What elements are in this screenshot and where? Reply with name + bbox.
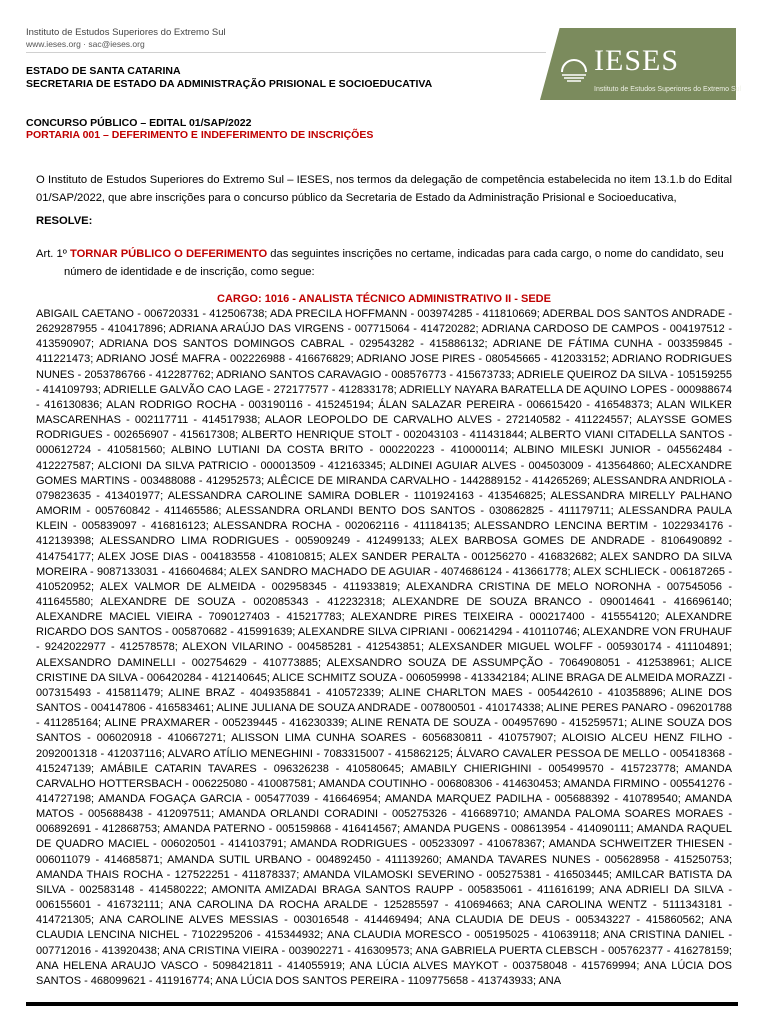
intro-paragraph: O Instituto de Estudos Superiores do Extremo Sul – IESES, nos termos da delegação de competência estabelecida no item 13.1.b do Edital 01/SAP/2022, que abre inscrições para o concurso público da Secretaria de Estado da Administração Prisional e Socioeducativa, [36, 174, 732, 204]
state-title: ESTADO DE SANTA CATARINA [26, 65, 181, 77]
portaria-title: PORTARIA 001 – DEFERIMENTO E INDEFERIMENTO DE INSCRIÇÕES [26, 129, 374, 141]
ieses-emblem-icon [558, 54, 590, 86]
concurso-title: CONCURSO PÚBLICO – EDITAL 01/SAP/2022 [26, 117, 252, 129]
candidate-list: ABIGAIL CAETANO - 006720331 - 412506738; ADA PRECILA HOFFMANN - 003974285 - 411810669; ADERBAL DOS SANTOS ANDRADE - 2629287955 - 410417896; ADRIANA ARAÚJO DAS VIRGENS - 007715064 - 414720282; ADRIANA CARDOSO DE CAMPOS - 004197512 - 413590907; ADRIANA DOS SANTOS DOMINGOS CABRAL - 029543282 - 415886132; ADRIANE DE FÁTIMA CUNHA - 003359845 - 411221473; ADRIANO JOSÉ MAFRA - 002226988 - 416676829; ADRIANO JOSE PIRES - 080545665 - 412033152; ADRIANO RODRIGUES NUNES - 2053786766 - 412287762; ADRIANO SANTOS CARAVAGIO - 008576773 - 415673733; ADRIELE QUEIROZ DA SILVA - 105159255 - 414109793; ADRIELLE GALVÃO CAO LAGE - 272177577 - 412833178; ADRIELLY NAYARA BARATELLA DE AQUINO LOPES - 000988674 - 416130836; ALAN RODRIGO ROCHA - 003190116 - 415245194; ÁLAN SALAZAR PEREIRA - 006615420 - 416548373; ALAN WILKER MASCARENHAS - 002117711 - 414517938; ALAOR LEOPOLDO DE CARVALHO ALVES - 272140582 - 411224557; ALAYSSE GOMES RODRIGUES - 002656907 - 415617308; ALBERTO HENRIQUE STOLT - 002043103 - 411431844; ALBERTO VIANI CITADELLA SANTOS - 000612724 - 410581560; ALBINO LUTIANI DA COSTA BRITO - 000220223 - 410000114; ALBINO MILESKI JUNIOR - 045562484 - 412227587; ALCIONI DA SILVA PATRICIO - 000013509 - 412163345; ALDINEI AGUIAR ALVES - 004503009 - 413564860; ALECXANDRE GOMES MARTINS - 003488088 - 412952573; ALÊCICE DE MIRANDA CARVALHO - 1442889152 - 414265269; ALESSANDRA ANDRIOLA - 079823635 - 413401977; ALESSANDRA CAROLINE SAMIRA DOBLER - 1101924163 - 413546825; ALESSANDRA MIRELLY PALHANO AMORIM - 005760842 - 411465586; ALESSANDRA ORLANDI BENTO DOS SANTOS - 030862825 - 411179711; ALESSANDRA PAULA KLEIN - 005839097 - 416816123; ALESSANDRA ROCHA - 002062116 - 411184135; ALESSANDRO LENCINA BERTIM - 1022934176 - 412139398; ALESSANDRO LIMA RODRIGUES - 005909249 - 412499133; ALEX BARBOSA GOMES DE ANDRADE - 8106490892 - 414754177; ALEX JOSE DIAS - 004183558 - 410810815; ALEX SANDER PERALTA - 001256270 - 416832682; ALEX SANDRO DA SILVA MOREIRA - 9087133031 - 416604684; ALEX SANDRO MACHADO DE AGUIAR - 4074686124 - 413661778; ALEX SCHLIECK - 006187265 - 410520952; ALEX VALMOR DE ALMEIDA - 002958345 - 411933819; ALEXANDRA CRISTINA DE MELO NORONHA - 007545056 - 411645580; ALEXANDRE DE SOUZA - 002085343 - 412232318; ALEXANDRE DE SOUZA BRANCO - 090014641 - 416696140; ALEXANDRE MACIEL VIEIRA - 7090127403 - 415217783; ALEXANDRE PIRES TEIXEIRA - 000217400 - 415554120; ALEXANDRE RICARDO DOS SANTOS - 005870682 - 415991639; ALEXANDRE SILVA CIPRIANI - 006214294 - 410110746; ALEXANDRE VON FRUHAUF - 9242022977 - 412578578; ALEXON VILARINO - 004585281 - 412543851; ALEXSANDER MIGUEL WOLFF - 005930174 - 411104891; ALEXSANDRO DAMINELLI - 002754629 - 410773885; ALEXSANDRO SOUZA DE ASSUMPÇÃO - 7064908051 - 412538961; ALICE CRISTINE DA SILVA - 006420284 - 412140645; ALICE SCHMITZ SOUZA - 006059998 - 413342184; ALINE BRAGA DE ALMEIDA MORAZZI - 007315493 - 415811479; ALINE BRAZ - 4049358841 - 410572339; ALINE CHARLTON MAES - 005442610 - 410358896; ALINE DOS SANTOS - 004147806 - 416583461; ALINE JULIANA DE SOUZA ANDRADE - 007800501 - 410174338; ALINE PERES PANARO - 096201788 - 411285164; ALINE PRAXMARER - 005239445 - 416230339; ALINE RENATA DE SOUZA - 004957690 - 415259571; ALINE SOUZA DOS SANTOS - 006020918 - 410667271; ALISSON LIMA CUNHA SOARES - 6056830811 - 410757907; ALOISIO ALCEU HENZ FILHO - 2092001318 - 412037116; ALVARO ATÍLIO MENEGHINI - 7083315007 - 415862125; ÁLVARO CAVALER PESSOA DE MELLO - 005418368 - 415247139; AMÁBILE CATARIN TAVARES - 096326238 - 410580645; AMABILY CHIERIGHINI - 005499570 - 415723778; AMANDA CARVALHO HOTTERSBACH - 006225080 - 410087581; AMANDA COUTINHO - 006808306 - 414630453; AMANDA FIRMINO - 005541276 - 414727198; AMANDA FOGAÇA GARCIA - 005477039 - 416646954; AMANDA MARQUEZ PADILHA - 005688392 - 410789540; AMANDA MATOS - 005688438 - 412097511; AMANDA ORLANDI CORADINI - 005275326 - 416689710; AMANDA PALOMA SOARES MORAES - 006892691 - 412868753; AMANDA PATERNO - 005159868 - 416414567; AMANDA PUGENS - 008613954 - 414090111; AMANDA RAQUEL DE QUADRO MACIEL - 006020501 - 414103791; AMANDA RODRIGUES - 005233097 - 410678367; AMANDA SCHWEITZER THIESEN - 006011079 - 414685871; AMANDA SUTIL URBANO - 004892450 - 411139260; AMANDA TAVARES NUNES - 005628958 - 415250753; AMANDA THAIS ROCHA - 127522251 - 411878337; AMANDA VILAMOSKI SEVERINO - 005275381 - 416503445; AMILCAR BATISTA DA SILVA - 002583148 - 414580222; AMONITA AMIZADAI BRAGA SANTOS RAUPP - 005835061 - 411616199; ANA ADRIELI DA SILVA - 006155601 - 416732111; ANA CAROLINA DA ROCHA ARALDE - 125285597 - 410694663; ANA CAROLINA WENTZ - 5111343181 - 414721305; ANA CAROLINE ALVES MESSIAS - 003016548 - 414469494; ANA CLAUDIA DE DEUS - 005343227 - 415860562; ANA CLAUDIA LENCINA NICHEL - 7102295206 - 415344932; ANA CLAUDIA MORESCO - 005195025 - 410639118; ANA CRISTINA DANIEL - 007712016 - 413920438; ANA CRISTINA VIEIRA - 003902271 - 416309573; ANA GABRIELA PUERTA CLEBSCH - 005762377 - 416278159; ANA HELENA ARAUJO VASCO - 5098421811 - 414055919; ANA LÚCIA ALVES MAYKOT - 003758048 - 415769994; ANA LÚCIA DOS SANTOS - 468099621 - 411916774; ANA LÚCIA DOS SANTOS PEREIRA - 1109775658 - 413743933; ANA [36, 308, 732, 987]
bottom-divider [26, 1002, 738, 1006]
institute-contact: www.ieses.org · sac@ieses.org [26, 39, 145, 49]
header-divider [26, 52, 546, 53]
article-text: das seguintes inscrições no certame, indicadas para cada cargo, o nome do candidato, seu [267, 248, 724, 260]
secretary-title: SECRETARIA DE ESTADO DA ADMINISTRAÇÃO PRISIONAL E SOCIOEDUCATIVA [26, 78, 433, 90]
resolve-heading: RESOLVE: [36, 215, 93, 227]
article-prefix: Art. 1º [36, 248, 70, 260]
ieses-logo-subtitle: Instituto de Estudos Superiores do Extremo Sul [594, 86, 742, 93]
article-1 [36, 245, 732, 281]
article-highlight: TORNAR PÚBLICO O DEFERIMENTO [69, 248, 268, 260]
document-header [0, 0, 768, 110]
institute-name: Instituto de Estudos Superiores do Extremo Sul [26, 27, 226, 38]
article-continuation: número de identidade e de inscrição, como segue: [64, 266, 315, 278]
cargo-heading: CARGO: 1016 - ANALISTA TÉCNICO ADMINISTRATIVO II - SEDE [217, 293, 551, 305]
ieses-logo-text: IESES [594, 44, 680, 77]
